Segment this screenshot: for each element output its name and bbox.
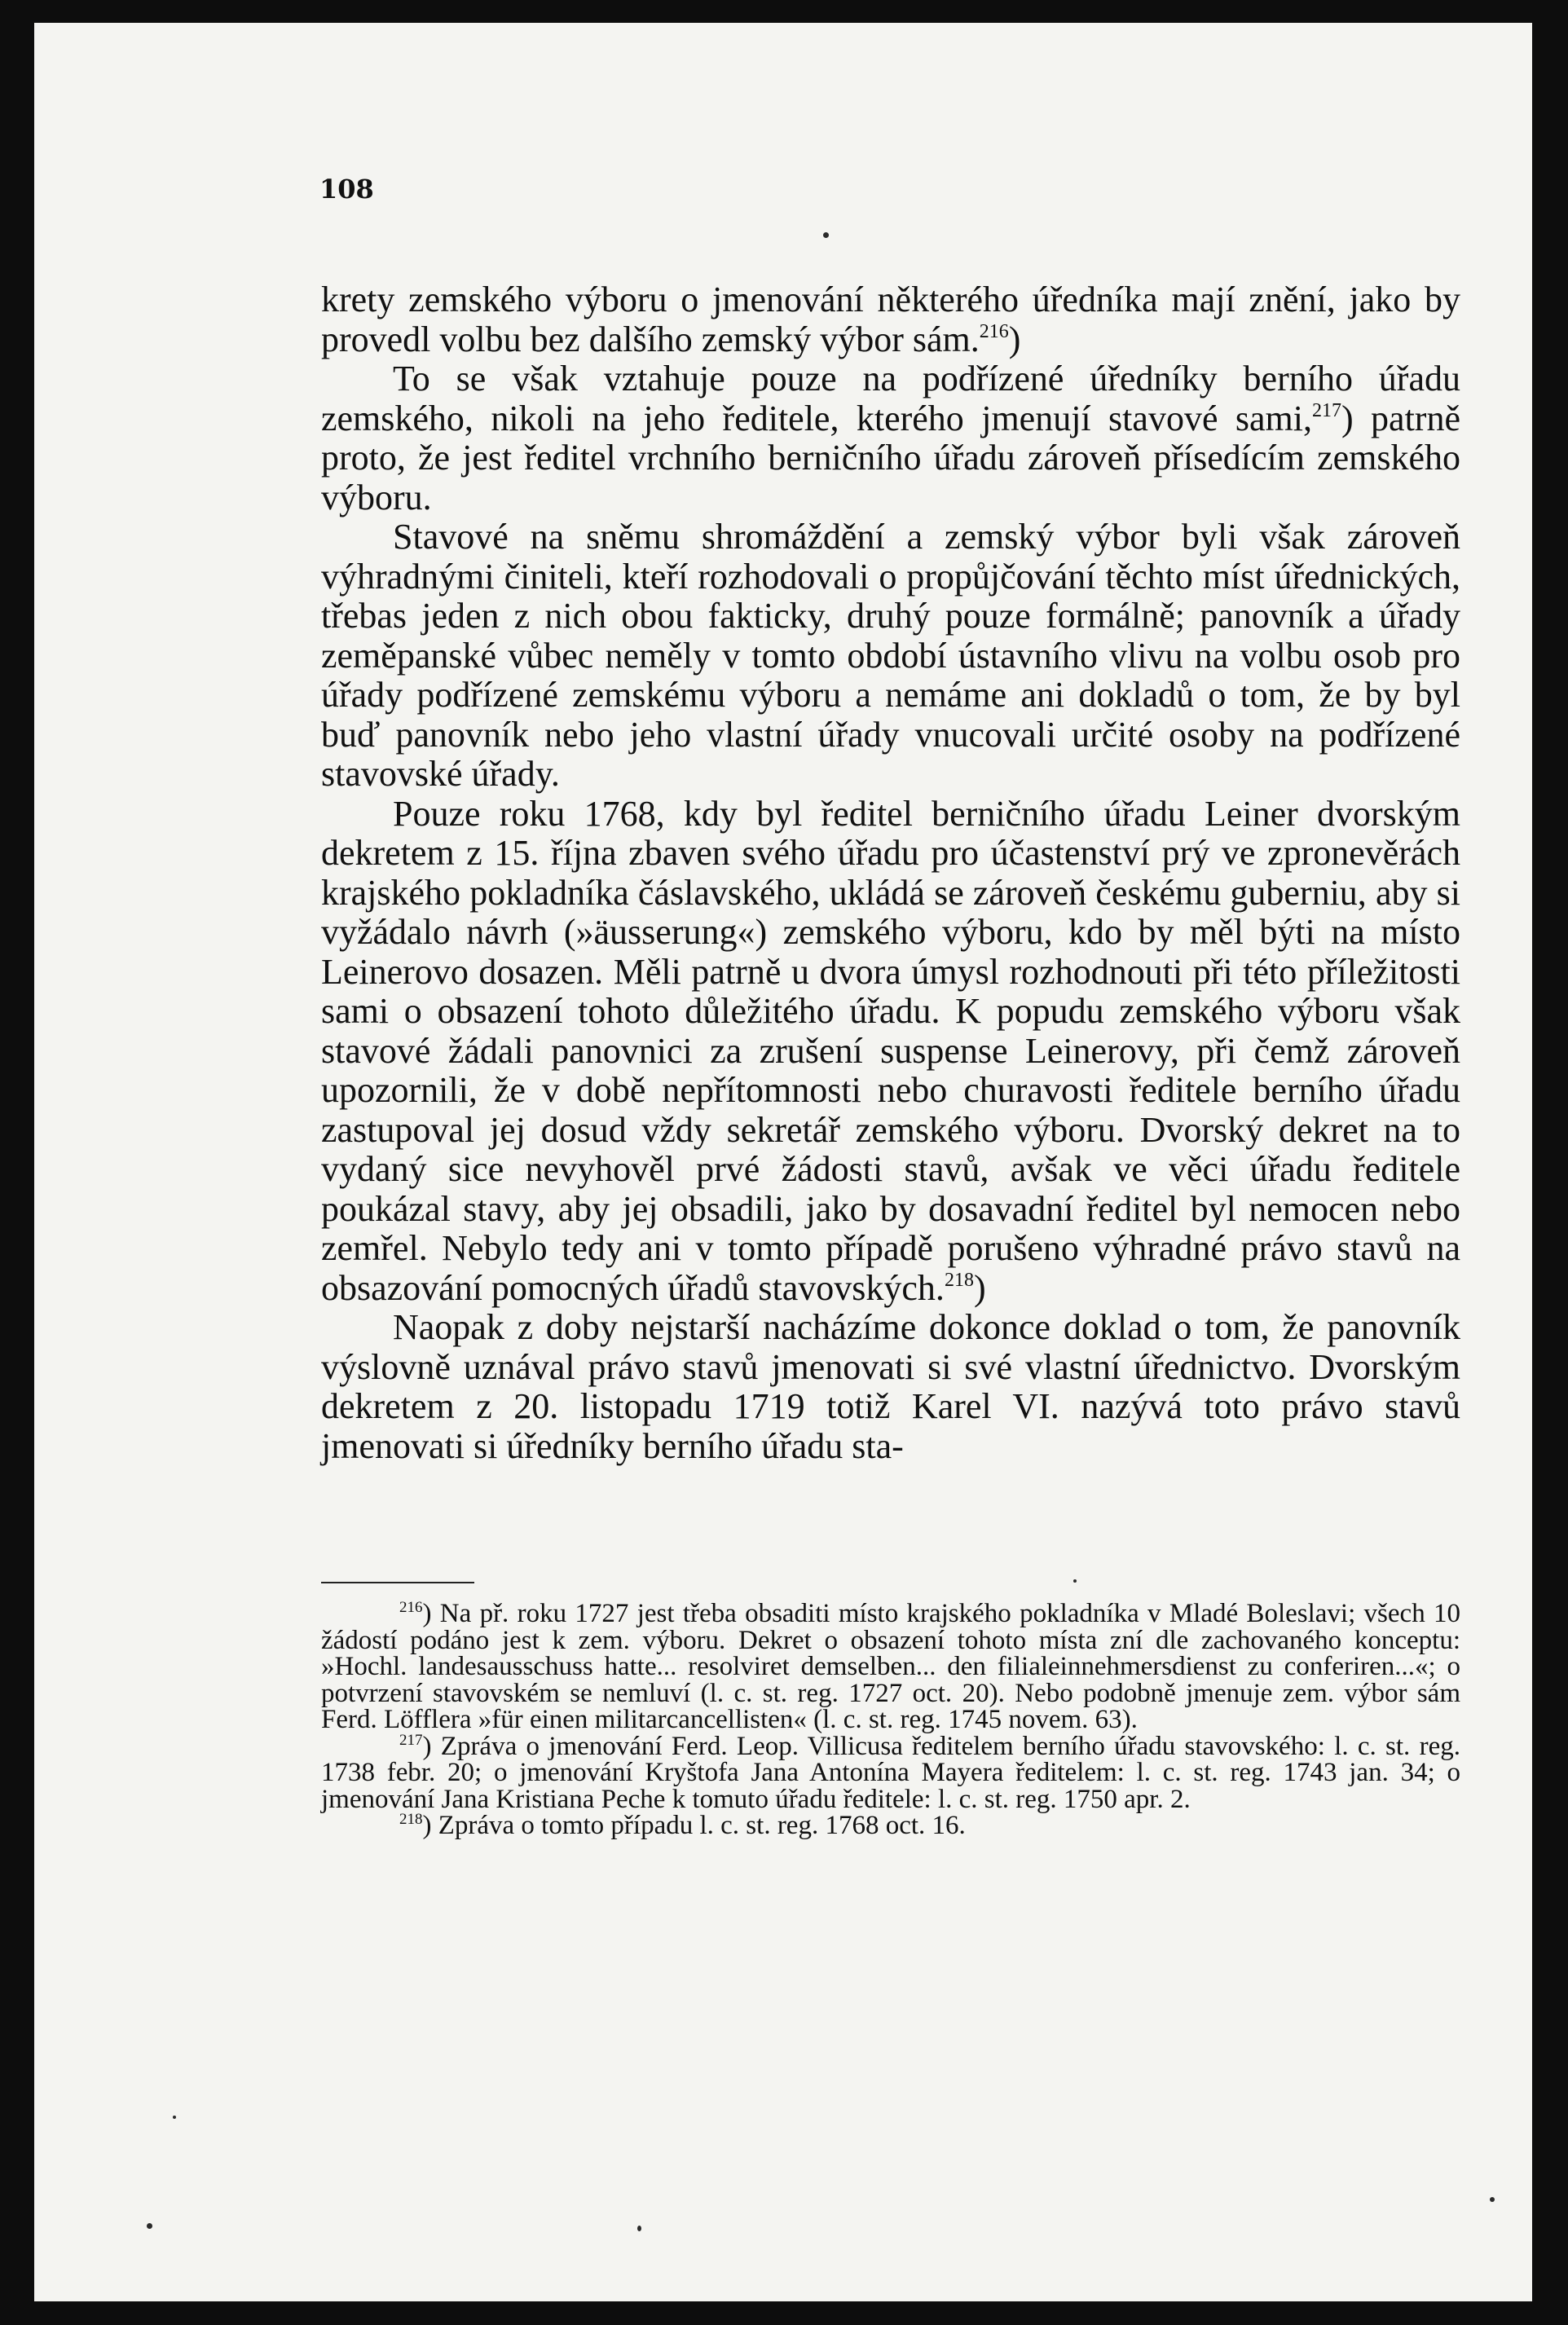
scan-speck xyxy=(1490,2197,1495,2202)
text-run: ) Zpráva o jmenování Ferd. Leop. Villicusa ředitelem berního úřadu stavovského: l. c. st. reg. 1738 febr. 20; o jmenování Kryštofa Jana Antonína Mayera ředitelem: l. c. st. reg. 1743 jan. 34; o jmenování Jana Kristiana Peche k tomuto úřadu ředitele: l. c. st. reg. 1750 apr. 2. xyxy=(321,1731,1460,1814)
footnote xyxy=(321,1812,1460,1839)
scan-speck xyxy=(823,232,829,238)
footnote-ref: 218 xyxy=(944,1269,974,1291)
footnote-ref: 216 xyxy=(399,1599,423,1616)
body-paragraph xyxy=(321,1308,1460,1466)
text-run: Stavové na sněmu shromáždění a zemský výbor byli však zároveň výhradnými činiteli, kteří rozhodovali o propůjčování těchto míst úřednických, třebas jeden z nich obou fakticky, druhý pouze formálně; panovník a úřady zeměpanské vůbec neměly v tomto období ústavního vlivu na volbu osob pro úřady podřízené zemskému výboru a nemáme ani dokladů o tom, že by byl buď panovník nebo jeho vlastní úřady vnucovali určité osoby na podřízené stavovské úřady. xyxy=(321,517,1460,794)
scan-speck xyxy=(173,2116,176,2119)
text-run: ) xyxy=(973,1267,986,1308)
footnote-ref: 217 xyxy=(399,1731,423,1749)
text-run: ) xyxy=(1008,319,1021,359)
footnote xyxy=(321,1601,1460,1733)
body-paragraph xyxy=(321,517,1460,795)
main-text xyxy=(321,280,1460,1466)
text-run: Naopak z doby nejstarší nacházíme dokonce doklad o tom, že panovník výslovně uznával právo stavů jmenovati si své vlastní úřednictvo. Dvorským dekretem z 20. listopadu 1719 totiž Karel VI. nazývá toto právo stavů jmenovati si úředníky berního úřadu sta- xyxy=(321,1307,1460,1466)
footnote-ref: 217 xyxy=(1311,399,1341,421)
page-number: 108 xyxy=(319,174,374,205)
footnote xyxy=(321,1733,1460,1813)
footnotes xyxy=(321,1601,1460,1839)
body-paragraph xyxy=(321,795,1460,1309)
text-run: ) Na př. roku 1727 jest třeba obsaditi místo krajského pokladníka v Mladé Boleslavi; všech 10 žádostí podáno jest k zem. výboru. Dekret o obsazení tohoto místa zní dle zachovaného konceptu: »Hochl. landesausschuss hatte... resolviret demselben... den filialeinnehmersdienst zu conferiren...«; o potvrzení stavovském se nemluví (l. c. st. reg. 1727 oct. 20). Nebo podobně jmenuje zem. výbor sám Ferd. Löfflera »für einen militarcancellisten« (l. c. st. reg. 1745 novem. 63). xyxy=(321,1599,1460,1734)
scan-speck xyxy=(1073,1579,1077,1583)
book-page xyxy=(34,23,1532,2301)
footnote-separator xyxy=(321,1582,474,1583)
text-run: krety zemského výboru o jmenování některého úředníka mají znění, jako by provedl volbu bez dalšího zemský výbor sám. xyxy=(321,280,1460,359)
body-paragraph xyxy=(321,280,1460,359)
body-paragraph xyxy=(321,359,1460,517)
text-run: ) patrně proto, že jest ředitel vrchního berničního úřadu zároveň přísedícím zemského výboru. xyxy=(321,398,1460,517)
text-run: Pouze roku 1768, kdy byl ředitel berničního úřadu Leiner dvorským dekretem z 15. října zbaven svého úřadu pro účastenství prý ve zpronevěrách krajského pokladníka čáslavského, ukládá se zároveň českému guberniu, aby si vyžádalo návrh (»äusserung«) zemského výboru, kdo by měl býti na místo Leinerovo dosazen. Měli patrně u dvora úmysl rozhodnouti při této příležitosti sami o obsazení tohoto důležitého úřadu. K popudu zemského výboru však stavové žádali panovnici za zrušení suspense Leinerovy, při čemž zároveň upozornili, že v době nepřítomnosti nebo churavosti ředitele berního úřadu zastupoval jej dosud vždy sekretář zemského výboru. Dvorský dekret na to vydaný sice nevyhověl prvé žádosti stavů, avšak ve věci úřadu ředitele poukázal stavy, aby jej obsadili, jako by dosavadní ředitel byl nemocen nebo zemřel. Nebylo tedy ani v tomto případě porušeno výhradné právo stavů na obsazování pomocných úřadů stavovských. xyxy=(321,793,1460,1308)
text-run: ) Zpráva o tomto případu l. c. st. reg. 1768 oct. 16. xyxy=(422,1811,966,1840)
scan-speck xyxy=(147,2223,152,2229)
text-run: To se však vztahuje pouze na podřízené úředníky berního úřadu zemského, nikoli na jeho ředitele, kterého jmenují stavové sami, xyxy=(321,359,1460,438)
scan-speck xyxy=(637,2226,641,2231)
footnote-ref: 218 xyxy=(399,1811,423,1828)
footnote-ref: 216 xyxy=(979,320,1009,342)
